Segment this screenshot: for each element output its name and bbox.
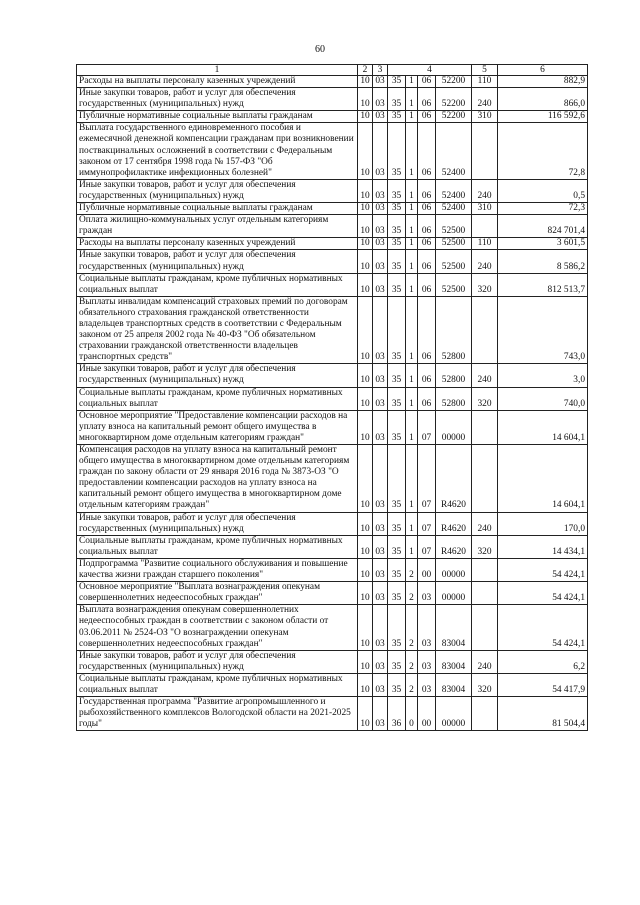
code-subsection: 03 <box>373 203 388 215</box>
code-subprogram: 1 <box>406 364 418 387</box>
code-expense-type: 320 <box>472 387 498 410</box>
code-event: 06 <box>418 238 436 250</box>
header-col-1: 1 <box>77 65 358 76</box>
row-name: Иные закупки товаров, работ и услуг для обеспечения государственных (муниципальных) нужд <box>77 512 358 535</box>
code-subsection: 03 <box>373 650 388 673</box>
row-name: Иные закупки товаров, работ и услуг для обеспечения государственных (муниципальных) нужд <box>77 650 358 673</box>
code-program: 35 <box>388 215 406 238</box>
code-program: 35 <box>388 296 406 364</box>
code-event: 07 <box>418 512 436 535</box>
code-subprogram: 2 <box>406 558 418 581</box>
code-event: 06 <box>418 364 436 387</box>
code-expense-type: 240 <box>472 512 498 535</box>
code-expense-type <box>472 697 498 731</box>
code-direction: 52200 <box>436 76 472 88</box>
table-row <box>77 673 588 696</box>
table-row <box>77 535 588 558</box>
code-section: 10 <box>358 123 373 179</box>
code-direction: 52400 <box>436 179 472 202</box>
row-name: Социальные выплаты гражданам, кроме публичных нормативных социальных выплат <box>77 387 358 410</box>
row-amount: 54 424,1 <box>498 605 588 650</box>
code-program: 35 <box>388 364 406 387</box>
code-section: 10 <box>358 273 373 296</box>
code-event: 06 <box>418 203 436 215</box>
row-name: Основное мероприятие "Предоставление компенсации расходов на уплату взноса на капитальный ремонт общего имущества в многоквартирном доме отдельным категориям граждан" <box>77 410 358 444</box>
code-event: 06 <box>418 123 436 179</box>
code-program: 35 <box>388 535 406 558</box>
row-name: Выплата государственного единовременного пособия и ежемесячной денежной компенсации гражданам при возникновении поствакцинальных осложнений в соответствии с Федеральным законом от 17 сентября 1998 года № 157-ФЗ "Об иммунопрофилактике инфекционных болезней" <box>77 123 358 179</box>
code-subprogram: 2 <box>406 673 418 696</box>
code-subprogram: 1 <box>406 123 418 179</box>
row-amount: 54 424,1 <box>498 582 588 605</box>
code-subsection: 03 <box>373 445 388 513</box>
table-row <box>77 697 588 731</box>
row-name: Публичные нормативные социальные выплаты гражданам <box>77 203 358 215</box>
code-subprogram: 1 <box>406 512 418 535</box>
code-direction: 00000 <box>436 558 472 581</box>
row-name: Иные закупки товаров, работ и услуг для обеспечения государственных (муниципальных) нужд <box>77 250 358 273</box>
code-subsection: 03 <box>373 238 388 250</box>
code-direction: 52500 <box>436 238 472 250</box>
code-section: 10 <box>358 605 373 650</box>
row-name: Иные закупки товаров, работ и услуг для обеспечения государственных (муниципальных) нужд <box>77 179 358 202</box>
code-subsection: 03 <box>373 673 388 696</box>
code-expense-type <box>472 215 498 238</box>
header-col-6: 6 <box>498 65 588 76</box>
code-expense-type: 240 <box>472 650 498 673</box>
row-amount: 170,0 <box>498 512 588 535</box>
row-amount: 812 513,7 <box>498 273 588 296</box>
table-row <box>77 605 588 650</box>
row-name: Подпрограмма "Развитие социального обслуживания и повышение качества жизни граждан старшего поколения" <box>77 558 358 581</box>
code-subprogram: 1 <box>406 273 418 296</box>
code-expense-type: 240 <box>472 88 498 111</box>
code-event: 07 <box>418 445 436 513</box>
code-event: 07 <box>418 410 436 444</box>
table-row <box>77 203 588 215</box>
code-section: 10 <box>358 697 373 731</box>
table-row <box>77 250 588 273</box>
row-name: Компенсация расходов на уплату взноса на капитальный ремонт общего имущества в многоквартирном доме отдельным категориям граждан по закону области от 29 января 2016 года № 3873-ОЗ "О предоставлении компенсации расходов на уплату взноса на капитальный ремонт общего имущества в многоквартирном доме отдельным категориям граждан" <box>77 445 358 513</box>
code-direction: 52200 <box>436 88 472 111</box>
code-expense-type: 240 <box>472 250 498 273</box>
row-amount: 72,8 <box>498 123 588 179</box>
code-direction: 00000 <box>436 697 472 731</box>
row-amount: 740,0 <box>498 387 588 410</box>
code-expense-type: 110 <box>472 238 498 250</box>
code-subsection: 03 <box>373 387 388 410</box>
table-row <box>77 410 588 444</box>
code-section: 10 <box>358 673 373 696</box>
code-subsection: 03 <box>373 512 388 535</box>
code-program: 35 <box>388 410 406 444</box>
code-expense-type <box>472 582 498 605</box>
code-direction: 52800 <box>436 296 472 364</box>
code-section: 10 <box>358 364 373 387</box>
table-row <box>77 238 588 250</box>
code-event: 03 <box>418 582 436 605</box>
row-name: Выплаты инвалидам компенсаций страховых премий по договорам обязательного страхования гражданской ответственности владельцев транспортных средств в соответствии с Федеральным законом от 25 апреля 2002 года № 40-ФЗ "Об обязательном страховании гражданской ответственности владельцев транспортных средств" <box>77 296 358 364</box>
code-section: 10 <box>358 445 373 513</box>
table-row <box>77 273 588 296</box>
code-subprogram: 1 <box>406 203 418 215</box>
table-row <box>77 296 588 364</box>
code-direction: 52200 <box>436 111 472 123</box>
code-direction: 83004 <box>436 673 472 696</box>
code-subsection: 03 <box>373 558 388 581</box>
code-event: 06 <box>418 215 436 238</box>
row-name: Социальные выплаты гражданам, кроме публичных нормативных социальных выплат <box>77 535 358 558</box>
code-program: 35 <box>388 650 406 673</box>
code-program: 35 <box>388 582 406 605</box>
code-subsection: 03 <box>373 250 388 273</box>
code-expense-type: 240 <box>472 364 498 387</box>
code-program: 35 <box>388 673 406 696</box>
code-program: 35 <box>388 111 406 123</box>
code-subprogram: 1 <box>406 250 418 273</box>
code-program: 35 <box>388 558 406 581</box>
code-expense-type <box>472 605 498 650</box>
row-name: Расходы на выплаты персоналу казенных учреждений <box>77 238 358 250</box>
code-subsection: 03 <box>373 582 388 605</box>
row-name: Иные закупки товаров, работ и услуг для обеспечения государственных (муниципальных) нужд <box>77 88 358 111</box>
table-row <box>77 88 588 111</box>
code-program: 36 <box>388 697 406 731</box>
row-name: Основное мероприятие "Выплата вознаграждения опекунам совершеннолетних недееспособных граждан" <box>77 582 358 605</box>
code-direction: 52500 <box>436 215 472 238</box>
header-col-2: 2 <box>358 65 373 76</box>
code-direction: 52800 <box>436 364 472 387</box>
code-expense-type: 240 <box>472 179 498 202</box>
header-col-4: 4 <box>388 65 472 76</box>
code-subsection: 03 <box>373 88 388 111</box>
code-event: 06 <box>418 76 436 88</box>
table-row <box>77 76 588 88</box>
code-direction: 83004 <box>436 605 472 650</box>
row-amount: 81 504,4 <box>498 697 588 731</box>
code-subsection: 03 <box>373 111 388 123</box>
code-program: 35 <box>388 238 406 250</box>
code-direction: 83004 <box>436 650 472 673</box>
code-section: 10 <box>358 215 373 238</box>
row-amount: 882,9 <box>498 76 588 88</box>
code-direction: 52400 <box>436 203 472 215</box>
code-program: 35 <box>388 387 406 410</box>
row-name: Государственная программа "Развитие агропромышленного и рыбохозяйственного комплексов Вологодской области на 2021-2025 годы" <box>77 697 358 731</box>
code-subprogram: 1 <box>406 445 418 513</box>
row-amount: 866,0 <box>498 88 588 111</box>
code-subsection: 03 <box>373 364 388 387</box>
code-direction: 00000 <box>436 582 472 605</box>
table-row <box>77 364 588 387</box>
row-amount: 6,2 <box>498 650 588 673</box>
code-expense-type: 110 <box>472 76 498 88</box>
code-direction: 52500 <box>436 250 472 273</box>
code-section: 10 <box>358 650 373 673</box>
code-subsection: 03 <box>373 410 388 444</box>
code-event: 03 <box>418 673 436 696</box>
row-name: Выплата вознаграждения опекунам совершеннолетних недееспособных граждан в соответствии с законом области от 03.06.2011 № 2524-ОЗ "О вознаграждении опекунам совершеннолетних недееспособных граждан" <box>77 605 358 650</box>
row-amount: 14 604,1 <box>498 410 588 444</box>
code-event: 07 <box>418 535 436 558</box>
code-event: 06 <box>418 250 436 273</box>
code-section: 10 <box>358 203 373 215</box>
code-subprogram: 1 <box>406 296 418 364</box>
code-expense-type <box>472 123 498 179</box>
code-event: 06 <box>418 111 436 123</box>
code-direction: 00000 <box>436 410 472 444</box>
code-event: 00 <box>418 697 436 731</box>
header-col-3: 3 <box>373 65 388 76</box>
code-section: 10 <box>358 250 373 273</box>
header-col-5: 5 <box>472 65 498 76</box>
code-section: 10 <box>358 88 373 111</box>
row-name: Социальные выплаты гражданам, кроме публичных нормативных социальных выплат <box>77 673 358 696</box>
code-event: 06 <box>418 179 436 202</box>
row-name: Расходы на выплаты персоналу казенных учреждений <box>77 76 358 88</box>
code-section: 10 <box>358 410 373 444</box>
code-event: 06 <box>418 88 436 111</box>
code-subsection: 03 <box>373 123 388 179</box>
row-amount: 0,5 <box>498 179 588 202</box>
code-subprogram: 0 <box>406 697 418 731</box>
row-name: Оплата жилищно-коммунальных услуг отдельным категориям граждан <box>77 215 358 238</box>
code-subsection: 03 <box>373 76 388 88</box>
code-direction: R4620 <box>436 512 472 535</box>
table-row <box>77 111 588 123</box>
table-row <box>77 558 588 581</box>
row-name: Социальные выплаты гражданам, кроме публичных нормативных социальных выплат <box>77 273 358 296</box>
code-expense-type: 310 <box>472 203 498 215</box>
code-section: 10 <box>358 512 373 535</box>
code-subsection: 03 <box>373 697 388 731</box>
code-subsection: 03 <box>373 535 388 558</box>
code-section: 10 <box>358 535 373 558</box>
code-subprogram: 1 <box>406 179 418 202</box>
code-event: 06 <box>418 387 436 410</box>
row-amount: 14 604,1 <box>498 445 588 513</box>
code-event: 06 <box>418 273 436 296</box>
code-expense-type: 320 <box>472 535 498 558</box>
code-subsection: 03 <box>373 605 388 650</box>
table-row <box>77 179 588 202</box>
code-expense-type <box>472 410 498 444</box>
row-amount: 14 434,1 <box>498 535 588 558</box>
code-direction: R4620 <box>436 535 472 558</box>
row-name: Иные закупки товаров, работ и услуг для обеспечения государственных (муниципальных) нужд <box>77 364 358 387</box>
code-expense-type <box>472 445 498 513</box>
table-row <box>77 582 588 605</box>
code-program: 35 <box>388 250 406 273</box>
code-subprogram: 1 <box>406 76 418 88</box>
code-subprogram: 1 <box>406 215 418 238</box>
code-program: 35 <box>388 88 406 111</box>
code-subsection: 03 <box>373 296 388 364</box>
code-program: 35 <box>388 76 406 88</box>
code-program: 35 <box>388 203 406 215</box>
code-subsection: 03 <box>373 179 388 202</box>
code-section: 10 <box>358 387 373 410</box>
code-event: 03 <box>418 605 436 650</box>
row-amount: 54 424,1 <box>498 558 588 581</box>
row-amount: 743,0 <box>498 296 588 364</box>
code-expense-type <box>472 558 498 581</box>
row-amount: 8 586,2 <box>498 250 588 273</box>
code-subprogram: 1 <box>406 387 418 410</box>
code-subprogram: 2 <box>406 650 418 673</box>
code-event: 06 <box>418 296 436 364</box>
code-program: 35 <box>388 273 406 296</box>
row-amount: 824 701,4 <box>498 215 588 238</box>
table-body <box>77 76 588 731</box>
budget-table <box>76 64 588 731</box>
code-subprogram: 1 <box>406 238 418 250</box>
table-row <box>77 387 588 410</box>
code-subprogram: 1 <box>406 88 418 111</box>
code-section: 10 <box>358 296 373 364</box>
code-section: 10 <box>358 179 373 202</box>
code-event: 03 <box>418 650 436 673</box>
row-name: Публичные нормативные социальные выплаты гражданам <box>77 111 358 123</box>
code-section: 10 <box>358 238 373 250</box>
code-direction: 52400 <box>436 123 472 179</box>
table-row <box>77 123 588 179</box>
code-subsection: 03 <box>373 215 388 238</box>
code-section: 10 <box>358 111 373 123</box>
code-subprogram: 1 <box>406 410 418 444</box>
page-number: 60 <box>315 44 325 55</box>
code-section: 10 <box>358 582 373 605</box>
code-event: 00 <box>418 558 436 581</box>
table-row <box>77 650 588 673</box>
code-subprogram: 1 <box>406 535 418 558</box>
code-expense-type <box>472 296 498 364</box>
table-row <box>77 445 588 513</box>
code-program: 35 <box>388 512 406 535</box>
code-direction: 52800 <box>436 387 472 410</box>
code-expense-type: 320 <box>472 273 498 296</box>
row-amount: 3,0 <box>498 364 588 387</box>
row-amount: 3 601,5 <box>498 238 588 250</box>
code-section: 10 <box>358 558 373 581</box>
code-subprogram: 1 <box>406 111 418 123</box>
code-expense-type: 310 <box>472 111 498 123</box>
code-section: 10 <box>358 76 373 88</box>
row-amount: 116 592,6 <box>498 111 588 123</box>
code-expense-type: 320 <box>472 673 498 696</box>
row-amount: 54 417,9 <box>498 673 588 696</box>
code-direction: R4620 <box>436 445 472 513</box>
table-row <box>77 512 588 535</box>
row-amount: 72,3 <box>498 203 588 215</box>
code-subprogram: 2 <box>406 605 418 650</box>
code-program: 35 <box>388 123 406 179</box>
code-program: 35 <box>388 605 406 650</box>
code-subprogram: 2 <box>406 582 418 605</box>
code-direction: 52500 <box>436 273 472 296</box>
code-subsection: 03 <box>373 273 388 296</box>
code-program: 35 <box>388 445 406 513</box>
table-row <box>77 215 588 238</box>
table-header-row <box>77 65 588 76</box>
code-program: 35 <box>388 179 406 202</box>
